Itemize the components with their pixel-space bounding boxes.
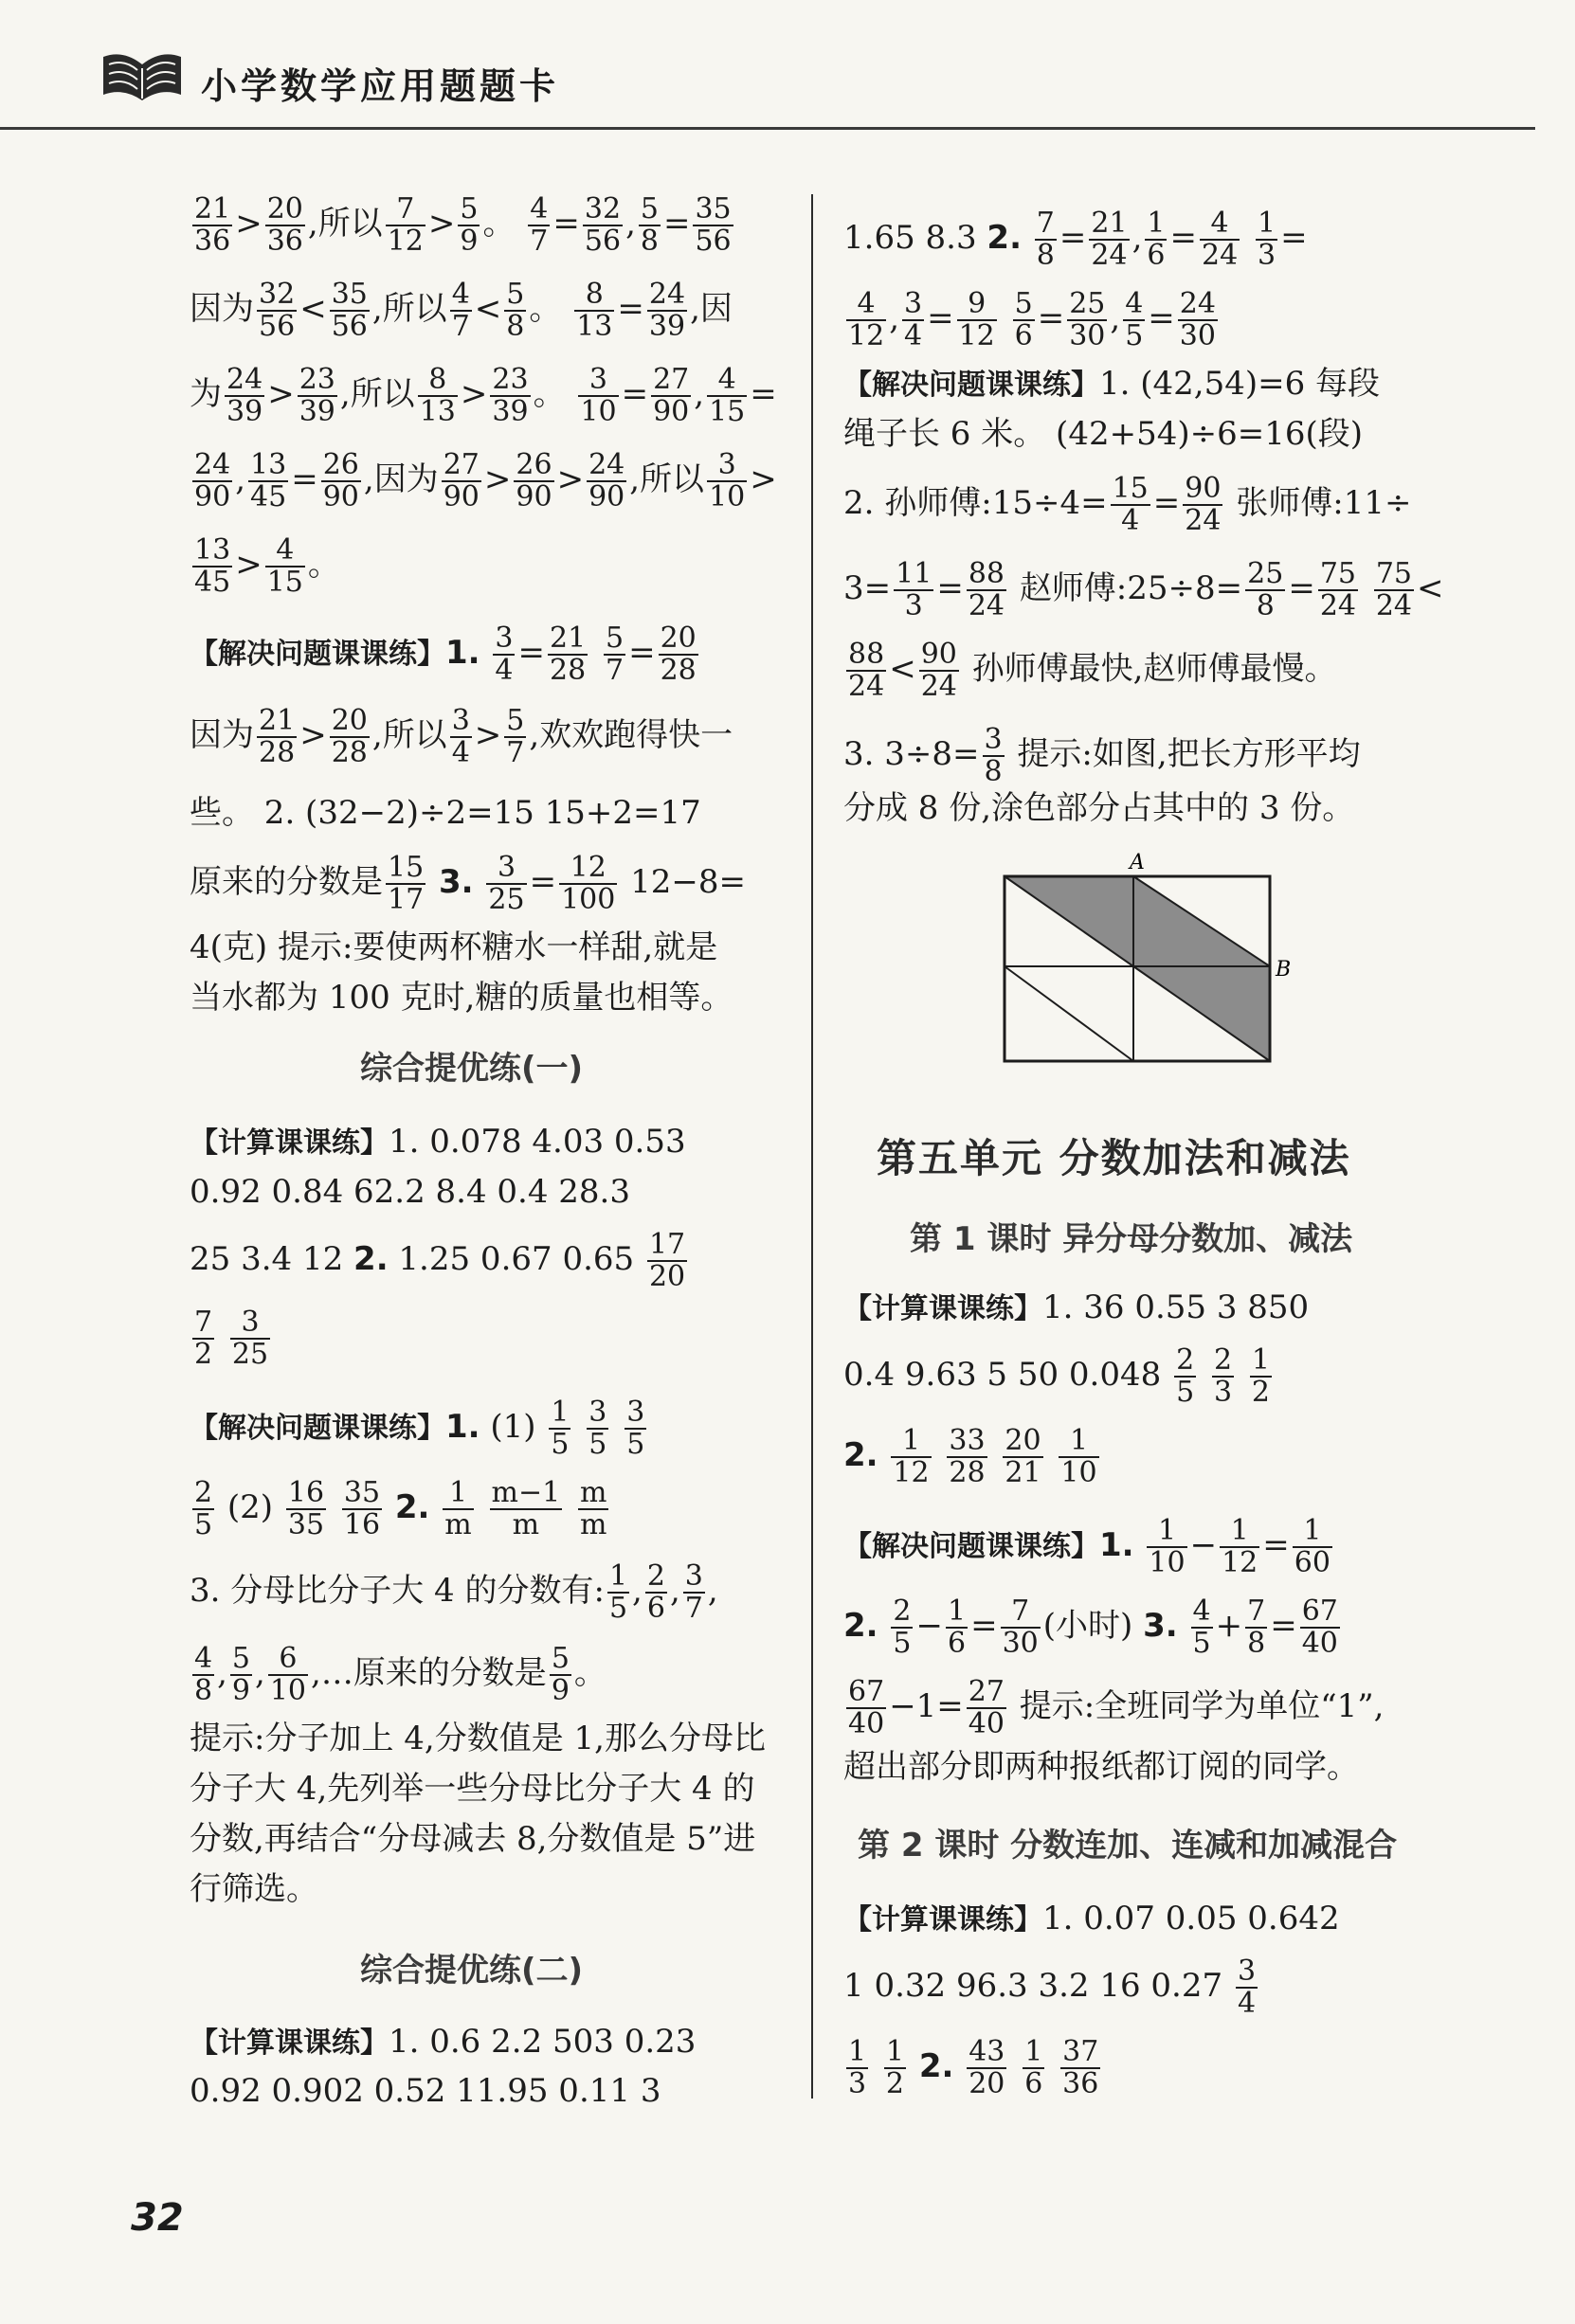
answer-line: $\frac{4}{8}$ , $\frac{5}{9}$ , $\frac{6}{10}$ ,…原来的分数是 $\frac{5}{9}$ 。 <box>194 1642 606 1707</box>
text-token: 2. 孙师傅:15÷4= <box>843 484 1108 522</box>
fraction: $\frac{3}{4}$ <box>451 704 470 769</box>
text-token: 【解决问题课课练】 <box>190 1412 445 1445</box>
fraction: $\frac{1}{6}$ <box>1024 2035 1043 2100</box>
text-token: 所以 <box>640 460 705 498</box>
fraction: $\frac{15}{4}$ <box>1112 472 1149 537</box>
answer-line <box>190 1770 755 1808</box>
fraction: $\frac{12}{100}$ <box>561 851 616 916</box>
text-token: 【计算课课练】 <box>190 2027 389 2060</box>
page-header <box>0 0 1575 129</box>
fraction: $\frac{4}{7}$ <box>451 278 470 343</box>
answer-line: $\frac{21}{36}$ > $\frac{20}{36}$ ,所以 $\frac{7}{12}$ > $\frac{5}{9}$ 。 $\frac{4}{7}$ = $\frac{32}{56}$ , $\frac{5}{8}$ = $\frac{35}{56}$ <box>194 192 732 258</box>
fraction: $\frac{67}{40}$ <box>848 1675 885 1740</box>
fraction: $\frac{35}{16}$ <box>343 1476 381 1541</box>
text-token: 分数,再结合“分母减去 8,分数值是 5”进 <box>190 1820 756 1858</box>
answer-line: $\frac{24}{90}$ , $\frac{13}{45}$ = $\frac{26}{90}$ ,因为 $\frac{27}{90}$ > $\frac{26}{90}$ > $\frac{24}{90}$ ,所以 $\frac{3}{10}$ > <box>194 448 777 513</box>
fraction: $\frac{35}{56}$ <box>695 192 732 258</box>
answer-line: 2. 孙师傅:15÷4= $\frac{15}{4}$ = $\frac{90}{24}$ 张师傅:11÷ <box>843 472 1412 537</box>
fraction: $\frac{4}{24}$ <box>1201 207 1239 272</box>
text-token: 【解决问题课课练】 <box>190 638 445 671</box>
text-token: 【解决问题课课练】 <box>843 369 1099 402</box>
fraction: $\frac{1}{2}$ <box>1251 1343 1270 1409</box>
fraction: $\frac{1}{3}$ <box>848 2035 867 2100</box>
text-token: 1 0.32 96.3 3.2 16 0.27 <box>843 1967 1223 2005</box>
fraction: $\frac{21}{28}$ <box>549 622 587 687</box>
fraction: $\frac{7}{8}$ <box>1036 207 1055 272</box>
answer-line <box>190 1870 318 1908</box>
answer-line <box>190 1720 766 1757</box>
fraction: $\frac{3}{10}$ <box>709 448 746 513</box>
answer-line: 为 $\frac{24}{39}$ > $\frac{23}{39}$ ,所以 $\frac{8}{13}$ > $\frac{23}{39}$ 。 $\frac{3}{10}$ = $\frac{27}{90}$ , $\frac{4}{15}$ = <box>190 363 777 428</box>
fraction: $\frac{m-1}{m}$ <box>491 1476 561 1541</box>
fraction: $\frac{21}{28}$ <box>259 704 296 769</box>
fraction: $\frac{4}{5}$ <box>1192 1594 1211 1660</box>
answer-line: $\frac{4}{12}$ , $\frac{3}{4}$ = $\frac{9}{12}$ $\frac{5}{6}$ = $\frac{25}{30}$ , $\frac{4}{5}$ = $\frac{24}{30}$ <box>848 287 1216 352</box>
text-token: 所以 <box>317 205 383 243</box>
fraction: $\frac{27}{90}$ <box>653 363 690 428</box>
text-token: 1. <box>445 1408 480 1446</box>
book-icon <box>100 47 185 104</box>
fraction: $\frac{25}{30}$ <box>1069 287 1106 352</box>
text-token: 分子大 4,先列举一些分母比分子大 4 的 <box>190 1770 755 1808</box>
fraction: $\frac{26}{90}$ <box>516 448 552 513</box>
answer-line <box>843 725 1361 787</box>
fraction: $\frac{90}{24}$ <box>1185 472 1222 537</box>
fraction: $\frac{2}{6}$ <box>646 1559 665 1625</box>
fraction: $\frac{4}{7}$ <box>530 192 549 258</box>
text-token: 3. 3÷8= <box>843 735 980 773</box>
text-token: 张师傅:11÷ <box>1236 484 1412 522</box>
answer-line <box>843 1345 1275 1408</box>
text-token: 0.92 0.902 0.52 11.95 0.11 3 <box>190 2072 661 2110</box>
rectangle-diagram <box>995 848 1292 1071</box>
fraction: $\frac{23}{39}$ <box>492 363 529 428</box>
text-token: 【计算课课练】 <box>843 1903 1042 1937</box>
text-token: 所以 <box>350 375 415 413</box>
page-title: 小学数学应用题题卡 <box>201 65 560 107</box>
answer-line <box>190 1230 690 1292</box>
text-token: 2. <box>987 219 1022 257</box>
answer-line: $\frac{13}{45}$ > $\frac{4}{15}$ 。 <box>194 533 340 599</box>
fraction: $\frac{75}{24}$ <box>1375 557 1413 622</box>
text-token: 当水都为 100 克时,糖的质量也相等。 <box>190 979 733 1017</box>
text-token: 欢欢跑得快一 <box>539 716 733 754</box>
answer-line <box>843 365 1380 405</box>
text-token: 1. 36 0.55 3 850 <box>1042 1288 1310 1326</box>
text-token: 1. 0.6 2.2 503 0.23 <box>389 2023 697 2061</box>
fraction: $\frac{21}{36}$ <box>194 192 231 258</box>
answer-line <box>843 415 1363 453</box>
fraction: $\frac{1}{5}$ <box>551 1396 570 1461</box>
fraction: $\frac{88}{24}$ <box>848 638 885 703</box>
fraction: $\frac{4}{12}$ <box>848 287 885 352</box>
fraction: $\frac{27}{40}$ <box>968 1675 1005 1740</box>
answer-line <box>843 1426 1102 1488</box>
text-token: 孙师傅最快,赵师傅最慢。 <box>971 650 1337 688</box>
text-token: 4(克) 提示:要使两杯糖水一样甜,就是 <box>190 928 718 966</box>
fraction: $\frac{3}{8}$ <box>984 723 1003 788</box>
fraction: $\frac{7}{12}$ <box>387 192 424 258</box>
fraction: $\frac{90}{24}$ <box>920 638 957 703</box>
answer-line: 1.65 8.3 2. $\frac{7}{8}$ = $\frac{21}{24}$ , $\frac{1}{6}$ = $\frac{4}{24}$ $\frac{1}{3}$ = <box>843 207 1308 272</box>
text-token: 1.25 0.67 0.65 <box>398 1240 635 1278</box>
answer-line <box>843 2037 1103 2099</box>
text-token: 提示:全班同学为单位“1”, <box>1019 1687 1385 1725</box>
fraction: $\frac{1}{12}$ <box>1222 1514 1258 1579</box>
text-token: 提示:分子加上 4,分数值是 1,那么分母比 <box>190 1720 766 1757</box>
fraction: $\frac{88}{24}$ <box>968 557 1005 622</box>
fraction: $\frac{3}{7}$ <box>684 1559 703 1625</box>
fraction: $\frac{7}{8}$ <box>1247 1594 1266 1660</box>
fraction: $\frac{8}{13}$ <box>419 363 456 428</box>
answer-line <box>190 1173 630 1211</box>
text-token: (2) <box>226 1488 274 1526</box>
answer-line <box>843 1288 1309 1328</box>
fraction: $\frac{20}{28}$ <box>331 704 368 769</box>
fraction: $\frac{75}{24}$ <box>1319 557 1357 622</box>
section-title: 综合提优练(一) <box>360 1050 584 1088</box>
answer-line: 原来的分数是 $\frac{15}{17}$ 3. $\frac{3}{25}$ = $\frac{12}{100}$ 12−8= <box>190 851 747 916</box>
fraction: $\frac{13}{45}$ <box>194 533 231 599</box>
text-token: 3. <box>1143 1607 1178 1645</box>
fraction: $\frac{5}{8}$ <box>640 192 659 258</box>
answer-line <box>843 1900 1340 1939</box>
answer-line <box>843 789 1354 827</box>
fraction: $\frac{32}{56}$ <box>259 278 296 343</box>
fraction: $\frac{37}{36}$ <box>1062 2035 1099 2100</box>
fraction: $\frac{23}{39}$ <box>299 363 335 428</box>
text-token: 1.65 8.3 <box>843 219 977 257</box>
text-token: (1) <box>490 1408 536 1446</box>
answer-line <box>190 928 717 966</box>
answer-line: 3= $\frac{11}{3}$ = $\frac{88}{24}$ 赵师傅:25÷8= $\frac{25}{8}$ = $\frac{75}{24}$ $\frac{75}{24}$ < <box>843 557 1444 622</box>
text-token: 2. <box>353 1240 389 1278</box>
fraction: $\frac{7}{2}$ <box>194 1306 213 1371</box>
fraction: $\frac{5}{7}$ <box>605 622 625 687</box>
fraction: $\frac{1}{3}$ <box>1257 207 1276 272</box>
fraction: $\frac{7}{30}$ <box>1002 1594 1039 1660</box>
fraction: $\frac{24}{39}$ <box>648 278 686 343</box>
text-token: (小时) <box>1042 1607 1133 1645</box>
text-token: 【计算课课练】 <box>190 1126 389 1160</box>
text-token: 2. <box>394 1488 430 1526</box>
fraction: $\frac{3}{5}$ <box>626 1396 645 1461</box>
text-token: 因 <box>699 290 733 328</box>
answer-line: 2. $\frac{2}{5}$ − $\frac{1}{6}$ = $\frac{7}{30}$ (小时) 3. $\frac{4}{5}$ + $\frac{7}{8}$ = $\frac{67}{40}$ <box>843 1594 1338 1660</box>
label-a: A <box>1130 851 1145 874</box>
answer-line: 因为 $\frac{32}{56}$ < $\frac{35}{56}$ ,所以 $\frac{4}{7}$ < $\frac{5}{8}$ 。 $\frac{8}{13}$ = $\frac{24}{39}$ ,因 <box>190 278 733 343</box>
text-token: 因为 <box>373 460 439 498</box>
fraction: $\frac{3}{4}$ <box>1237 1955 1257 2020</box>
fraction: $\frac{8}{13}$ <box>576 278 613 343</box>
answer-line <box>843 1956 1260 2019</box>
fraction: $\frac{3}{25}$ <box>488 851 525 916</box>
fraction: $\frac{5}{9}$ <box>551 1642 570 1707</box>
text-token: 绳子长 6 米。 (42+54)÷6=16(段) <box>843 415 1364 453</box>
answer-line <box>190 1478 611 1540</box>
fraction: $\frac{67}{40}$ <box>1301 1594 1338 1660</box>
fraction: $\frac{32}{56}$ <box>584 192 622 258</box>
text-token: 2. <box>843 1607 878 1645</box>
fraction: $\frac{4}{5}$ <box>1125 287 1144 352</box>
answer-line <box>190 2072 661 2110</box>
fraction: $\frac{1}{6}$ <box>947 1594 967 1660</box>
answer-line: $\frac{88}{24}$ < $\frac{90}{24}$ 孙师傅最快,赵师傅最慢。 <box>848 638 1337 703</box>
answer-line <box>190 2023 696 2063</box>
fraction: $\frac{24}{90}$ <box>588 448 625 513</box>
fraction: $\frac{16}{35}$ <box>287 1476 325 1541</box>
fraction: $\frac{2}{3}$ <box>1213 1343 1233 1409</box>
text-token: 1. <box>445 634 480 672</box>
fraction: $\frac{24}{39}$ <box>226 363 263 428</box>
text-token: −1= <box>889 1687 964 1725</box>
text-token: 提示:如图,把长方形平均 <box>1017 735 1361 773</box>
text-token: 原来的分数是 <box>190 863 383 901</box>
fraction: $\frac{4}{15}$ <box>266 533 303 599</box>
fraction: $\frac{1}{2}$ <box>885 2035 904 2100</box>
answer-line <box>190 794 701 832</box>
text-token: 为 <box>190 375 222 413</box>
answer-line <box>190 1820 755 1858</box>
page-number: 32 <box>131 2196 184 2240</box>
fraction: $\frac{5}{8}$ <box>506 278 525 343</box>
text-token: 1. (42,54)=6 每段 <box>1099 365 1381 403</box>
answer-line <box>190 1397 649 1460</box>
fraction: $\frac{26}{90}$ <box>322 448 359 513</box>
answer-line: 【解决问题课课练】1. $\frac{1}{10}$ − $\frac{1}{12}$ = $\frac{1}{60}$ <box>843 1514 1331 1579</box>
text-token: 【计算课课练】 <box>843 1292 1042 1325</box>
fraction: $\frac{13}{45}$ <box>250 448 287 513</box>
fraction: $\frac{2}{5}$ <box>194 1476 213 1541</box>
fraction: $\frac{2}{5}$ <box>893 1594 912 1660</box>
fraction: $\frac{17}{20}$ <box>648 1228 686 1293</box>
text-token: 【解决问题课课练】 <box>843 1530 1099 1563</box>
fraction: $\frac{9}{12}$ <box>958 287 995 352</box>
fraction: $\frac{1}{5}$ <box>608 1559 628 1625</box>
fraction: $\frac{33}{28}$ <box>949 1424 986 1489</box>
fraction: $\frac{3}{4}$ <box>904 287 923 352</box>
label-b: B <box>1276 958 1292 982</box>
fraction: $\frac{5}{9}$ <box>231 1642 250 1707</box>
fraction: $\frac{20}{21}$ <box>1005 1424 1041 1489</box>
fraction: $\frac{5}{6}$ <box>1014 287 1033 352</box>
text-token: 12−8= <box>630 863 747 901</box>
text-token: 因为 <box>190 716 254 754</box>
text-token: 超出部分即两种报纸都订阅的同学。 <box>843 1748 1359 1786</box>
text-token: 因为 <box>190 290 254 328</box>
header-rule <box>0 127 1535 130</box>
lesson-title: 第 1 课时 异分母分数加、减法 <box>910 1220 1353 1258</box>
text-token: …原来的分数是 <box>320 1654 547 1692</box>
fraction: $\frac{3}{25}$ <box>231 1306 269 1371</box>
fraction: $\frac{1}{60}$ <box>1294 1514 1331 1579</box>
fraction: $\frac{11}{3}$ <box>896 557 932 622</box>
text-token: 2. <box>918 2047 954 2085</box>
fraction: $\frac{4}{15}$ <box>709 363 746 428</box>
text-token: 3. 分母比分子大 4 的分数有: <box>190 1572 605 1610</box>
text-token: 所以 <box>382 716 447 754</box>
text-token: 0.4 9.63 5 50 0.048 <box>843 1356 1162 1394</box>
fraction: $\frac{24}{30}$ <box>1179 287 1216 352</box>
answer-line: 【解决问题课课练】1. $\frac{3}{4}$ = $\frac{21}{28}$ $\frac{5}{7}$ = $\frac{20}{28}$ <box>190 622 697 687</box>
text-token: 所以 <box>382 290 447 328</box>
fraction: $\frac{1}{10}$ <box>1149 1514 1186 1579</box>
fraction: $\frac{21}{24}$ <box>1091 207 1128 272</box>
fraction: $\frac{5}{7}$ <box>506 704 525 769</box>
fraction: $\frac{43}{20}$ <box>969 2035 1005 2100</box>
fraction: $\frac{1}{12}$ <box>893 1424 930 1489</box>
fraction: $\frac{m}{m}$ <box>580 1476 607 1541</box>
fraction: $\frac{2}{5}$ <box>1176 1343 1195 1409</box>
text-token: 些。 2. (32−2)÷2=15 15+2=17 <box>190 794 701 832</box>
fraction: $\frac{27}{90}$ <box>443 448 480 513</box>
text-token: 2. <box>843 1436 878 1474</box>
shaded-region <box>1005 876 1270 966</box>
answer-line: 3. 分母比分子大 4 的分数有: $\frac{1}{5}$ , $\frac{2}{6}$ , $\frac{3}{7}$ , <box>190 1559 718 1625</box>
column-divider <box>811 194 813 2099</box>
fraction: $\frac{6}{10}$ <box>269 1642 306 1707</box>
fraction: $\frac{20}{28}$ <box>660 622 697 687</box>
fraction: $\frac{25}{8}$ <box>1247 557 1284 622</box>
text-token: 分成 8 份,涂色部分占其中的 3 份。 <box>843 789 1355 827</box>
text-token: 3= <box>843 569 892 607</box>
answer-line <box>843 1677 1384 1739</box>
text-token: 0.92 0.84 62.2 8.4 0.4 28.3 <box>190 1173 630 1211</box>
text-token: 1. 0.07 0.05 0.642 <box>1042 1900 1340 1937</box>
fraction: $\frac{4}{8}$ <box>194 1642 213 1707</box>
fraction: $\frac{3}{10}$ <box>580 363 617 428</box>
answer-line <box>190 1123 686 1162</box>
answer-line <box>190 1307 273 1370</box>
text-token: 1. <box>1099 1526 1134 1564</box>
text-token: 行筛选。 <box>190 1870 318 1908</box>
text-token: 1. 0.078 4.03 0.53 <box>389 1123 686 1161</box>
fraction: $\frac{1}{10}$ <box>1060 1424 1097 1489</box>
text-token: 赵师傅:25÷8= <box>1019 569 1243 607</box>
fraction: $\frac{20}{36}$ <box>266 192 303 258</box>
section-title: 综合提优练(二) <box>360 1952 584 1990</box>
answer-line <box>190 979 733 1017</box>
unit-title: 第五单元 分数加法和减法 <box>877 1135 1351 1181</box>
fraction: $\frac{5}{9}$ <box>460 192 479 258</box>
fraction: $\frac{1}{6}$ <box>1147 207 1166 272</box>
lesson-title: 第 2 课时 分数连加、连减和加减混合 <box>858 1827 1398 1865</box>
fraction: $\frac{3}{5}$ <box>588 1396 607 1461</box>
fraction: $\frac{35}{56}$ <box>331 278 368 343</box>
answer-line <box>843 1748 1359 1786</box>
fraction: $\frac{15}{17}$ <box>388 851 425 916</box>
fraction: $\frac{3}{4}$ <box>495 622 514 687</box>
fraction: $\frac{24}{90}$ <box>194 448 231 513</box>
text-token: 25 3.4 12 <box>190 1240 344 1278</box>
answer-line: 因为 $\frac{21}{28}$ > $\frac{20}{28}$ ,所以 $\frac{3}{4}$ > $\frac{5}{7}$ ,欢欢跑得快一 <box>190 704 733 769</box>
text-token: 3. <box>439 863 474 901</box>
fraction: $\frac{1}{m}$ <box>444 1476 472 1541</box>
